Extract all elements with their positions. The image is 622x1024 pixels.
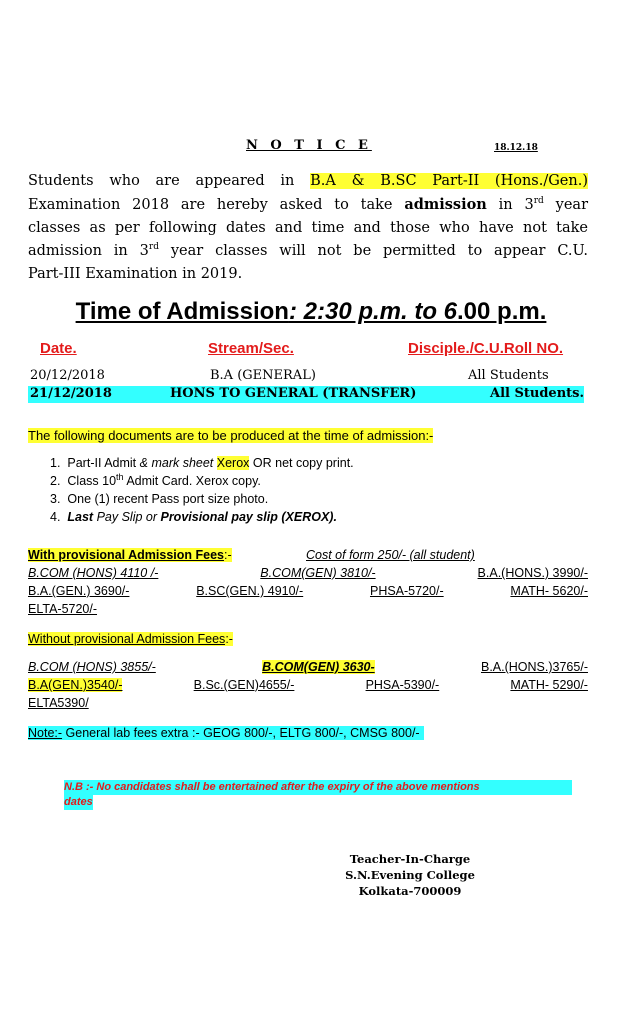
row2-roll: All Students. bbox=[490, 386, 584, 401]
intro-paragraph bbox=[28, 170, 588, 286]
row1-roll: All Students bbox=[468, 368, 549, 383]
signature-title: Teacher-In-Charge bbox=[349, 852, 471, 866]
notice-date: 18.12.18 bbox=[494, 143, 538, 153]
lab-fees-note: Note:- General lab fees extra :- GEOG 800/-, ELTG 800/-, CMSG 800/- bbox=[28, 726, 424, 740]
nb-warning: N.B :- No candidates shall be entertained after the expiry of the above mentions dates bbox=[64, 780, 572, 810]
notice-title: N O T I C E bbox=[246, 138, 372, 153]
header-roll: Disciple./C.U.Roll NO. bbox=[408, 340, 564, 357]
documents-intro: The following documents are to be produced at the time of admission:- bbox=[28, 428, 434, 443]
intro-line-5: Part-III Examination in 2019. bbox=[28, 266, 243, 282]
intro-line-4: admission in 3rd year classes will not be permitted to appear C.U. bbox=[28, 242, 589, 259]
list-item: 2. Class 10th Admit Card. Xerox copy. bbox=[50, 471, 261, 488]
signature-college: S.N.Evening College bbox=[345, 868, 475, 882]
signature-address: Kolkata-700009 bbox=[358, 884, 462, 898]
intro-line-1: Students who are appeared in B.A & B.SC Part-II (Hons./Gen.) bbox=[28, 173, 588, 189]
list-item: 1. Part-II Admit & mark sheet Xerox OR net copy print. bbox=[50, 456, 354, 470]
header-date: Date. bbox=[40, 340, 77, 357]
intro-line-3: classes as per following dates and time and those who have not take bbox=[28, 220, 588, 236]
intro-line-2: Examination 2018 are hereby asked to take admission in 3rd year bbox=[28, 196, 588, 213]
row2-stream: HONS TO GENERAL (TRANSFER) bbox=[170, 386, 417, 401]
with-fees-line-2: B.A.(GEN.) 3690/- B.SC(GEN.) 4910/- PHSA-5720/- MATH- 5620/- bbox=[28, 584, 588, 598]
with-provisional-heading: With provisional Admission Fees:- bbox=[28, 548, 232, 562]
row1-date: 20/12/2018 bbox=[30, 368, 105, 383]
row2-date: 21/12/2018 bbox=[30, 386, 112, 401]
header-stream: Stream/Sec. bbox=[208, 340, 294, 357]
admission-time-heading: Time of Admission: 2:30 p.m. to 6.00 p.m. bbox=[75, 298, 547, 325]
course-highlight: B.A & B.SC Part-II (Hons./Gen.) bbox=[310, 173, 588, 189]
without-provisional-heading: Without provisional Admission Fees:- bbox=[28, 632, 233, 646]
without-fees-line-2: B.A(GEN.)3540/- B.Sc.(GEN)4655/- PHSA-5390/- MATH- 5290/- bbox=[28, 678, 588, 692]
row1-stream: B.A (GENERAL) bbox=[210, 368, 316, 383]
list-item: 3. One (1) recent Pass port size photo. bbox=[50, 492, 269, 506]
documents-list bbox=[50, 456, 354, 528]
with-fees-line-1: B.COM (HONS) 4110 /- B.COM(GEN) 3810/- B.A.(HONS.) 3990/- bbox=[28, 566, 588, 580]
cost-of-form: Cost of form 250/- (all student) bbox=[306, 548, 475, 562]
list-item: 4. Last Pay Slip or Provisional pay slip (XEROX). bbox=[50, 510, 337, 524]
without-fees-line-1: B.COM (HONS) 3855/- B.COM(GEN) 3630- B.A.(HONS.)3765/- bbox=[28, 660, 588, 674]
with-fees-line-3: ELTA-5720/- bbox=[28, 602, 98, 616]
without-fees-line-3: ELTA5390/ bbox=[28, 696, 89, 710]
